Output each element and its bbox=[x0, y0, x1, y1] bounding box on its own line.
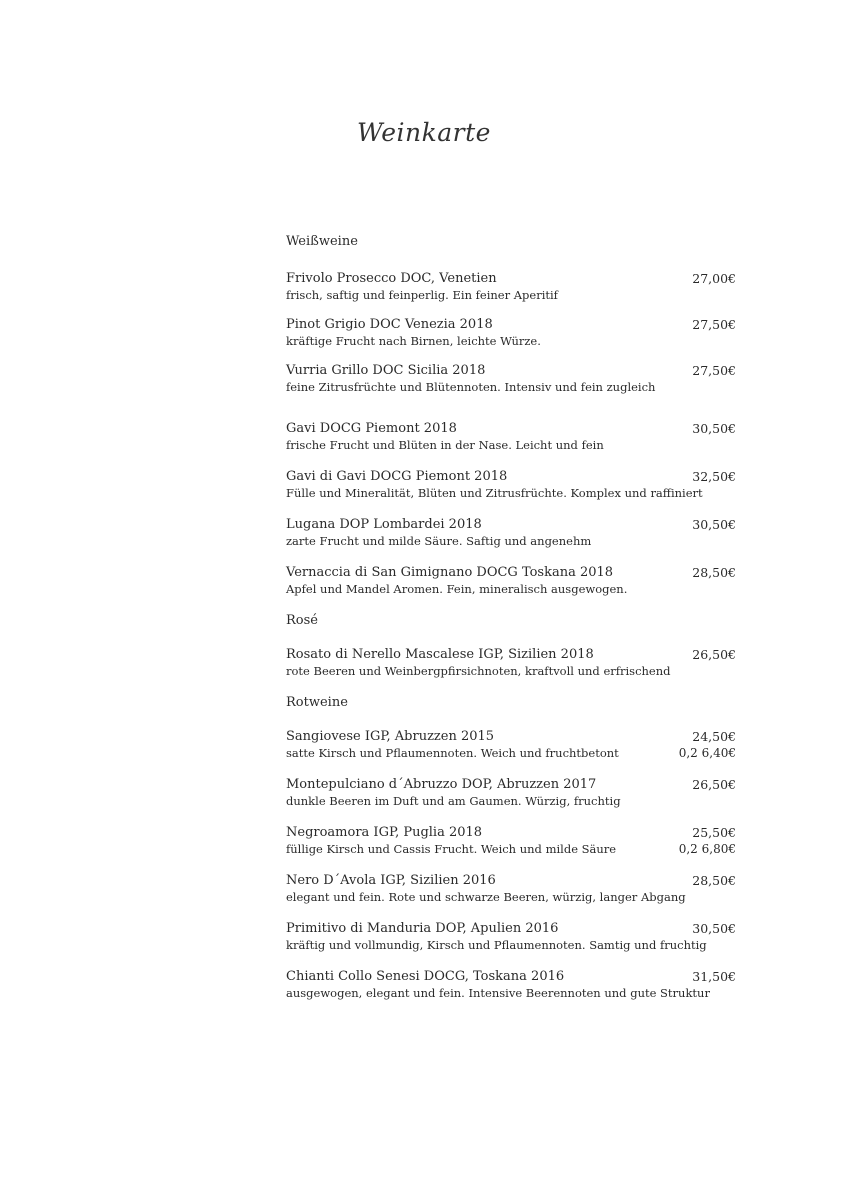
wine-price: 27,50€ bbox=[692, 317, 736, 332]
wine-name: Sangiovese IGP, Abruzzen 2015 bbox=[286, 729, 495, 744]
wine-description: Apfel und Mandel Aromen. Fein, mineralisch ausgewogen. bbox=[286, 582, 628, 596]
wine-name: Pinot Grigio DOC Venezia 2018 bbox=[286, 317, 493, 332]
wine-price: 32,50€ bbox=[692, 469, 736, 484]
wine-description: elegant und fein. Rote und schwarze Beeren, würzig, langer Abgang bbox=[286, 890, 686, 904]
wine-price: 30,50€ bbox=[692, 921, 736, 936]
wine-price: 28,50€ bbox=[692, 873, 736, 888]
wine-price: 30,50€ bbox=[692, 421, 736, 436]
wine-description: Fülle und Mineralität, Blüten und Zitrusfrüchte. Komplex und raffiniert bbox=[286, 486, 703, 500]
section-title-rose: Rosé bbox=[286, 613, 318, 628]
wine-description: dunkle Beeren im Duft und am Gaumen. Würzig, fruchtig bbox=[286, 794, 621, 808]
wine-price: 26,50€ bbox=[692, 777, 736, 792]
wine-name: Chianti Collo Senesi DOCG, Toskana 2016 bbox=[286, 969, 565, 984]
wine-price: 27,00€ bbox=[692, 271, 736, 286]
wine-name: Montepulciano d´Abruzzo DOP, Abruzzen 2017 bbox=[286, 777, 597, 792]
wine-name: Vernaccia di San Gimignano DOCG Toskana 2018 bbox=[286, 565, 614, 580]
wine-glass-price: 0,2 6,80€ bbox=[678, 842, 736, 856]
wine-name: Lugana DOP Lombardei 2018 bbox=[286, 517, 482, 532]
wine-glass-price: 0,2 6,40€ bbox=[678, 746, 736, 760]
wine-description: rote Beeren und Weinbergpfirsichnoten, kraftvoll und erfrischend bbox=[286, 664, 671, 678]
wine-name: Gavi DOCG Piemont 2018 bbox=[286, 421, 457, 436]
wine-item bbox=[286, 646, 736, 679]
wine-description: feine Zitrusfrüchte und Blütennoten. Intensiv und fein zugleich bbox=[286, 380, 656, 394]
wine-name: Gavi di Gavi DOCG Piemont 2018 bbox=[286, 469, 508, 484]
wine-item bbox=[286, 564, 736, 597]
wine-name: Frivolo Prosecco DOC, Venetien bbox=[286, 271, 497, 286]
section-title-rotweine: Rotweine bbox=[286, 695, 348, 710]
wine-description: kräftige Frucht nach Birnen, leichte Würze. bbox=[286, 334, 541, 348]
wine-item bbox=[286, 728, 736, 761]
wine-price: 25,50€ bbox=[692, 825, 736, 840]
wine-price: 28,50€ bbox=[692, 565, 736, 580]
wine-name: Negroamora IGP, Puglia 2018 bbox=[286, 825, 483, 840]
wine-item bbox=[286, 776, 736, 809]
wine-description: frisch, saftig und feinperlig. Ein feiner Aperitif bbox=[286, 288, 558, 302]
wine-name: Nero D´Avola IGP, Sizilien 2016 bbox=[286, 873, 496, 888]
section-title-weissweine: Weißweine bbox=[286, 234, 358, 249]
wine-description: zarte Frucht und milde Säure. Saftig und angenehm bbox=[286, 534, 592, 548]
wine-item bbox=[286, 468, 736, 501]
wine-description: kräftig und vollmundig, Kirsch und Pflaumennoten. Samtig und fruchtig bbox=[286, 938, 707, 952]
wine-item bbox=[286, 968, 736, 1001]
wine-item bbox=[286, 872, 736, 905]
wine-price: 26,50€ bbox=[692, 647, 736, 662]
wine-item bbox=[286, 270, 736, 303]
wine-description: frische Frucht und Blüten in der Nase. Leicht und fein bbox=[286, 438, 604, 452]
wine-name: Rosato di Nerello Mascalese IGP, Sizilien 2018 bbox=[286, 647, 594, 662]
wine-item bbox=[286, 316, 736, 349]
wine-description: satte Kirsch und Pflaumennoten. Weich und fruchtbetont bbox=[286, 746, 619, 760]
wine-price: 27,50€ bbox=[692, 363, 736, 378]
wine-menu bbox=[286, 230, 736, 1001]
wine-description: ausgewogen, elegant und fein. Intensive Beerennoten und gute Struktur bbox=[286, 986, 710, 1000]
wine-name: Primitivo di Manduria DOP, Apulien 2016 bbox=[286, 921, 559, 936]
wine-item bbox=[286, 516, 736, 549]
wine-price: 30,50€ bbox=[692, 517, 736, 532]
wine-item bbox=[286, 920, 736, 953]
wine-description: füllige Kirsch und Cassis Frucht. Weich und milde Säure bbox=[286, 842, 617, 856]
wine-price: 31,50€ bbox=[692, 969, 736, 984]
wine-name: Vurria Grillo DOC Sicilia 2018 bbox=[286, 363, 486, 378]
wine-price: 24,50€ bbox=[692, 729, 736, 744]
page-title: Weinkarte bbox=[357, 118, 491, 147]
wine-item bbox=[286, 362, 736, 395]
wine-item bbox=[286, 824, 736, 857]
wine-item bbox=[286, 420, 736, 453]
